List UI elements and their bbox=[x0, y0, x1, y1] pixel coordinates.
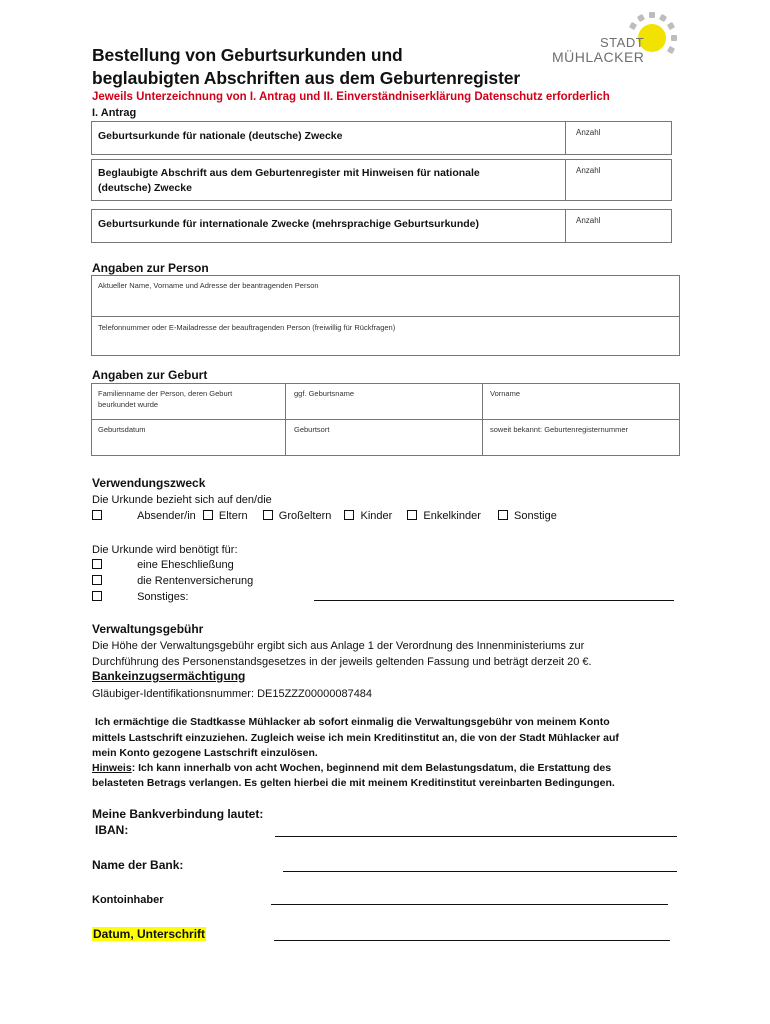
bank-heading: Bankeinzugsermächtigung bbox=[92, 669, 246, 683]
use-rentenversicherung: die Rentenversicherung bbox=[137, 575, 254, 587]
zweck-intro: Die Urkunde bezieht sich auf den/die bbox=[92, 494, 272, 506]
geburt-heading: Angaben zur Geburt bbox=[92, 368, 208, 382]
page-title-line1: Bestellung von Geburtsurkunden und bbox=[92, 45, 403, 65]
antrag-row-2-label-2: (deutsche) Zwecke bbox=[98, 182, 192, 194]
zweck-intro2: Die Urkunde wird benötigt für: bbox=[92, 544, 238, 556]
use-ehe-row bbox=[92, 557, 234, 573]
familienname-label-1: Familienname der Person, deren Geburt bbox=[98, 389, 233, 398]
antrag-row-2-label-1: Beglaubigte Abschrift aus dem Geburtenregister mit Hinweisen für nationale bbox=[98, 167, 480, 179]
iban-input-line[interactable] bbox=[275, 836, 677, 837]
signature-label: Datum, Unterschrift bbox=[93, 927, 206, 941]
mandate-text-3: mein Konto gezogene Lastschrift einzulösen. bbox=[92, 747, 318, 759]
inhaber-label: Kontoinhaber bbox=[92, 894, 164, 906]
antrag-row-1-count: Anzahl bbox=[576, 128, 601, 137]
antrag-row-3[interactable] bbox=[91, 209, 672, 243]
hint-text: : Ich kann innerhalb von acht Wochen, beginnend mit dem Belastungsdatum, die Erstattung des bbox=[131, 762, 612, 774]
inhaber-input-line[interactable] bbox=[271, 904, 668, 905]
use-sonstiges-row bbox=[92, 589, 188, 605]
geburtsort-label: Geburtsort bbox=[294, 425, 330, 434]
zweck-options bbox=[92, 508, 557, 524]
familienname-cell[interactable] bbox=[92, 384, 285, 419]
bankname-input-line[interactable] bbox=[283, 871, 677, 872]
logo-line2: MÜHLACKER bbox=[552, 49, 645, 65]
option-kinder: Kinder bbox=[360, 510, 393, 522]
iban-label: IBAN: bbox=[95, 823, 129, 837]
mandate-text-2: mittels Lastschrift einzuziehen. Zugleich weise ich mein Kreditinstitut an, die von der Stadt Mühlacker auf bbox=[92, 732, 619, 744]
antrag-row-2-count: Anzahl bbox=[576, 166, 601, 175]
person-heading: Angaben zur Person bbox=[92, 261, 209, 275]
checkbox-sonstige[interactable] bbox=[498, 510, 508, 520]
geburtsort-cell[interactable] bbox=[286, 420, 482, 455]
antrag-row-3-count: Anzahl bbox=[576, 216, 601, 225]
checkbox-rentenversicherung[interactable] bbox=[92, 575, 102, 585]
signature-notice: Jeweils Unterzeichnung von I. Antrag und II. Einverständniserklärung Datenschutz erforderlich bbox=[92, 91, 610, 103]
familienname-label-2: beurkundet wurde bbox=[98, 400, 159, 409]
geburtsdatum-label: Geburtsdatum bbox=[98, 425, 146, 434]
page-title-line2: beglaubigten Abschriften aus dem Geburtenregister bbox=[92, 68, 521, 88]
antrag-row-1-label: Geburtsurkunde für nationale (deutsche) Zwecke bbox=[98, 130, 343, 142]
antrag-row-2[interactable] bbox=[91, 159, 672, 201]
person-name-field[interactable] bbox=[91, 275, 680, 317]
geburt-table bbox=[91, 383, 680, 456]
mandate-text-5: belasteten Betrags verlangen. Es gelten hierbei die mit meinem Kreditinstitut vereinbarten Bedingungen. bbox=[92, 777, 615, 789]
creditor-id: Gläubiger-Identifikationsnummer: DE15ZZZ00000087484 bbox=[92, 688, 373, 700]
vorname-label: Vorname bbox=[490, 389, 521, 398]
mandate-hint bbox=[92, 760, 611, 776]
option-sonstige: Sonstige bbox=[514, 510, 557, 522]
gebuehr-text-2: Durchführung des Personenstandsgesetzes in der jeweils geltenden Fassung und beträgt derzeit 20 €. bbox=[92, 656, 592, 668]
bankname-label: Name der Bank: bbox=[92, 858, 184, 872]
registernummer-label: soweit bekannt: Geburtenregisternummer bbox=[490, 425, 628, 434]
checkbox-absender[interactable] bbox=[92, 510, 102, 520]
zweck-heading: Verwendungszweck bbox=[92, 476, 206, 490]
checkbox-eheschliessung[interactable] bbox=[92, 559, 102, 569]
option-enkelkinder: Enkelkinder bbox=[423, 510, 481, 522]
hint-label: Hinweis bbox=[92, 762, 132, 774]
checkbox-enkelkinder[interactable] bbox=[407, 510, 417, 520]
gebuehr-text-1: Die Höhe der Verwaltungsgebühr ergibt sich aus Anlage 1 der Verordnung des Innenministeriums zur bbox=[92, 640, 585, 652]
checkbox-kinder[interactable] bbox=[344, 510, 354, 520]
stadt-logo bbox=[550, 10, 680, 72]
checkbox-grosseltern[interactable] bbox=[263, 510, 273, 520]
option-absender: Absender/in bbox=[137, 510, 196, 522]
geburtsdatum-cell[interactable] bbox=[92, 420, 285, 455]
use-eheschliessung: eine Eheschließung bbox=[137, 559, 234, 571]
person-contact-field[interactable] bbox=[91, 316, 680, 356]
konto-heading: Meine Bankverbindung lautet: bbox=[92, 807, 264, 821]
sonstiges-input-line[interactable] bbox=[314, 600, 674, 601]
person-name-label: Aktueller Name, Vorname und Adresse der beantragenden Person bbox=[98, 281, 319, 290]
mandate-text-1: Ich ermächtige die Stadtkasse Mühlacker ab sofort einmalig die Verwaltungsgebühr von meinem Konto bbox=[95, 716, 610, 728]
geburtsname-cell[interactable] bbox=[286, 384, 482, 419]
antrag-row-1[interactable] bbox=[91, 121, 672, 155]
person-contact-label: Telefonnummer oder E-Mailadresse der beauftragenden Person (freiwillig für Rückfragen) bbox=[98, 323, 396, 332]
antrag-row-3-label: Geburtsurkunde für internationale Zwecke (mehrsprachige Geburtsurkunde) bbox=[98, 218, 479, 230]
antrag-heading: I. Antrag bbox=[92, 107, 137, 119]
logo-line1: STADT bbox=[600, 35, 645, 50]
vorname-cell[interactable] bbox=[483, 384, 679, 419]
gebuehr-heading: Verwaltungsgebühr bbox=[92, 622, 204, 636]
use-sonstiges: Sonstiges: bbox=[137, 591, 189, 603]
geburtsname-label: ggf. Geburtsname bbox=[294, 389, 355, 398]
option-eltern: Eltern bbox=[218, 510, 248, 522]
registernummer-cell[interactable] bbox=[483, 420, 679, 455]
checkbox-sonstiges[interactable] bbox=[92, 591, 102, 601]
signature-input-line[interactable] bbox=[274, 940, 670, 941]
use-rente-row bbox=[92, 573, 253, 589]
checkbox-eltern[interactable] bbox=[203, 510, 213, 520]
option-grosseltern: Großeltern bbox=[278, 510, 332, 522]
